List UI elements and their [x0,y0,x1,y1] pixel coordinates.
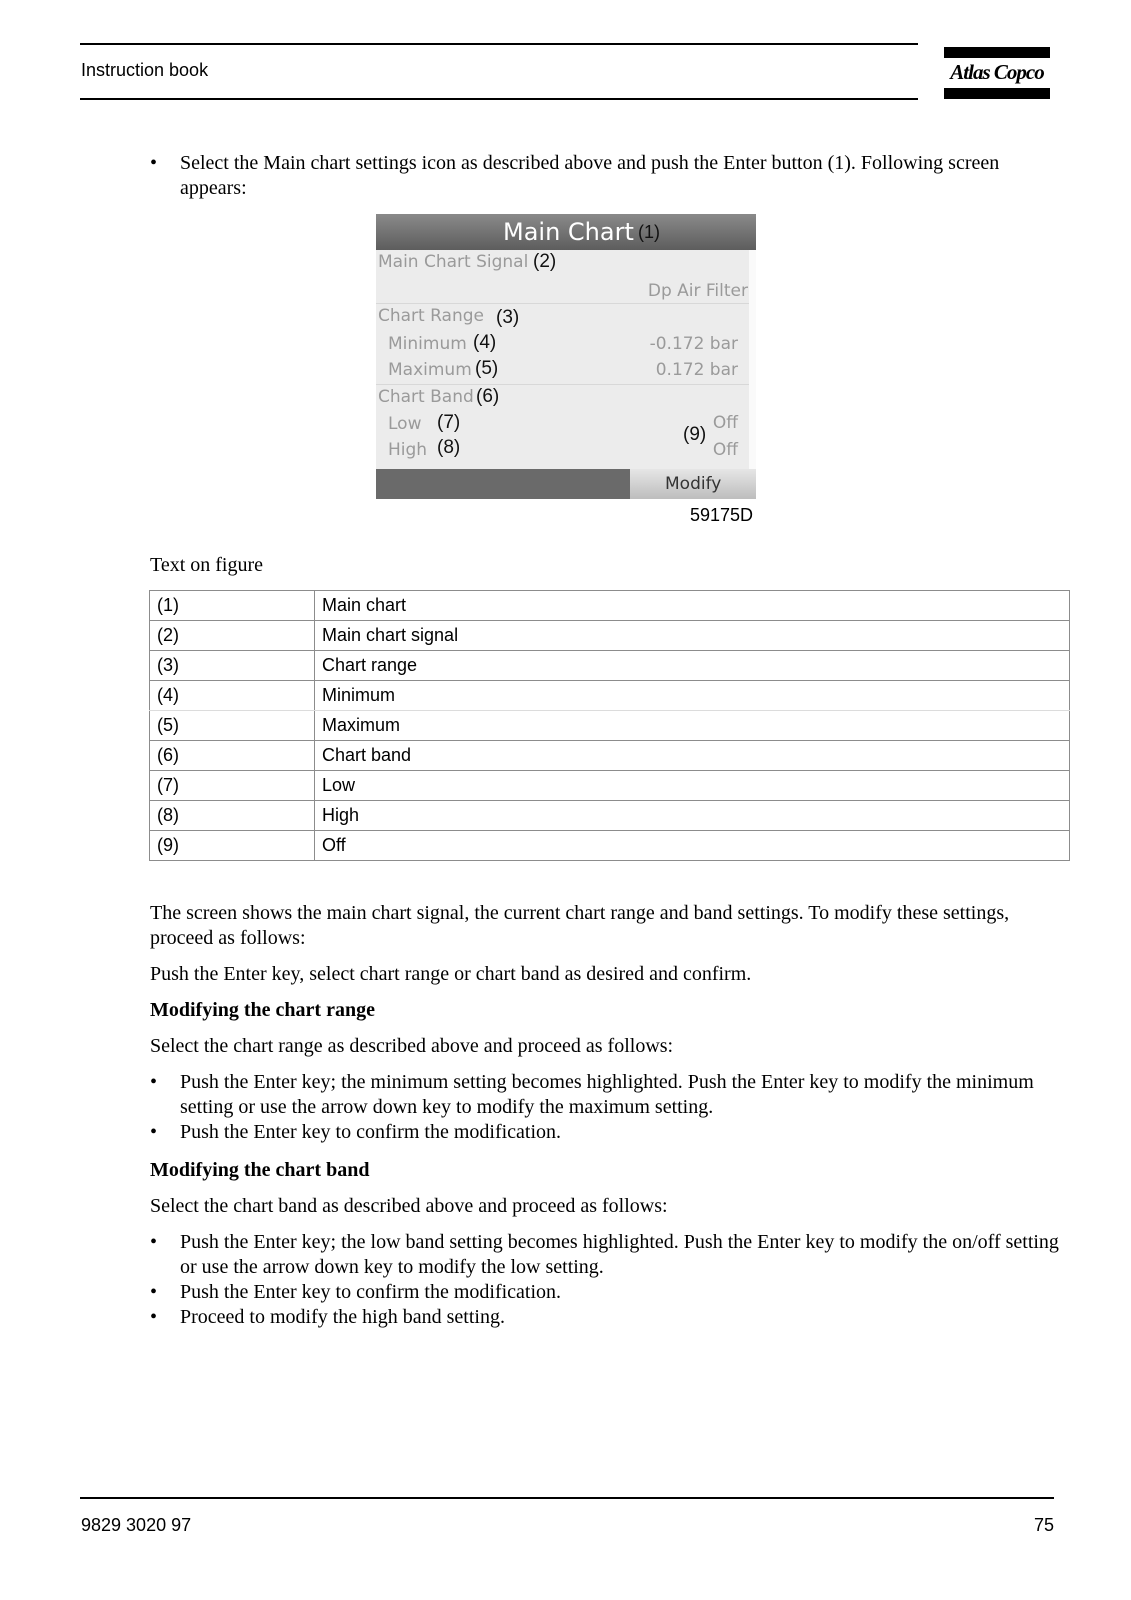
screen-separator [376,303,749,304]
range-label: Chart Range [378,306,485,326]
bullet-dot: • [150,1306,158,1328]
minimum-callout: (4) [473,332,497,353]
brand-logo [944,47,1050,99]
minimum-label: Minimum [388,334,467,354]
modify-button-label: Modify [665,474,722,494]
band-bullet-text: Push the Enter key; the low band setting becomes highlighted. Push the Enter key to modify the on/off setting or use the arrow down key to modify the low setting. [180,1231,1059,1278]
main-chart-screen-figure [376,214,756,499]
high-callout: (8) [437,437,461,458]
table-row [150,741,1070,771]
legend-ref: (8) [150,801,315,831]
legend-ref: (5) [150,711,315,741]
figure-caption: Text on figure [150,554,264,576]
header-top-rule [80,43,918,45]
screen-scroll-track [749,250,756,470]
band-bullet-2 [150,1280,1060,1305]
legend-text: Chart band [315,741,1070,771]
table-row [150,651,1070,681]
low-label: Low [388,414,422,434]
legend-text: Main chart signal [315,621,1070,651]
legend-text: Main chart [315,591,1070,621]
high-label: High [388,440,428,460]
legend-ref: (7) [150,771,315,801]
band-bullet-text: Push the Enter key to confirm the modification. [180,1281,562,1303]
table-row [150,801,1070,831]
range-bullet-1 [150,1070,1060,1120]
intro-bullet [150,151,1060,201]
table-row [150,621,1070,651]
header-title: Instruction book [81,60,209,80]
footer-doc-number: 9829 3020 97 [81,1515,192,1535]
header-bottom-rule [80,98,918,100]
band-callout: (6) [476,386,500,407]
logo-wordmark: Atlas Copco [950,60,1044,84]
maximum-callout: (5) [475,358,499,379]
table-row [150,681,1070,711]
high-value: Off [712,440,738,460]
intro-bullet-text: Select the Main chart settings icon as described above and push the Enter button (1). Following screen appears: [180,152,1000,199]
bullet-dot: • [150,152,158,174]
screen-footer-bar [376,469,756,499]
footer-page-number: 75 [1033,1515,1054,1535]
figure-id: 59175D [690,505,754,525]
bullet-dot: • [150,1121,158,1143]
band-bullet-text: Proceed to modify the high band setting. [180,1306,505,1328]
legend-ref: (4) [150,681,315,711]
figure-legend-table [149,590,1070,861]
band-intro: Select the chart band as described above and proceed as follows: [150,1195,668,1217]
legend-text: Off [315,831,1070,861]
low-callout: (7) [437,412,461,433]
signal-label: Main Chart Signal [378,252,529,272]
range-bullet-2 [150,1120,1060,1145]
signal-callout: (2) [533,251,557,272]
footer-rule [80,1497,1054,1499]
band-bullet-1 [150,1230,1060,1280]
bullet-dot: • [150,1231,158,1253]
minimum-value: -0.172 bar [649,334,738,354]
screen-separator [376,384,749,385]
band-bullet-3 [150,1305,1060,1330]
screen-title-bar [376,214,756,250]
legend-text: Low [315,771,1070,801]
legend-ref: (6) [150,741,315,771]
range-bullet-text: Push the Enter key; the minimum setting becomes highlighted. Push the Enter key to modify the minimum setting or use the arrow down key to modify the maximum setting. [180,1071,1034,1118]
screen-title-callout: (1) [638,222,660,242]
table-row [150,831,1070,861]
legend-text: Minimum [315,681,1070,711]
low-value: Off [712,413,738,433]
modify-button[interactable] [630,469,756,499]
range-intro: Select the chart range as described above and proceed as follows: [150,1035,674,1057]
maximum-label: Maximum [388,360,472,380]
maximum-value: 0.172 bar [655,360,738,380]
bullet-dot: • [150,1281,158,1303]
range-bullet-text: Push the Enter key to confirm the modification. [180,1121,562,1143]
band-label: Chart Band [378,387,474,407]
legend-text: Chart range [315,651,1070,681]
legend-ref: (1) [150,591,315,621]
heading-chart-range: Modifying the chart range [150,999,375,1021]
table-row [150,711,1070,741]
legend-text: High [315,801,1070,831]
logo-bottom-bar [944,88,1050,99]
range-callout: (3) [496,307,520,328]
table-row [150,591,1070,621]
legend-text: Maximum [315,711,1070,741]
body-paragraph-1: The screen shows the main chart signal, the current chart range and band settings. To modify these settings, proceed as follows: [150,902,1010,949]
legend-ref: (9) [150,831,315,861]
body-paragraph-2: Push the Enter key, select chart range or chart band as desired and confirm. [150,963,752,985]
legend-ref: (3) [150,651,315,681]
off-callout: (9) [683,424,707,445]
table-row [150,771,1070,801]
heading-chart-band: Modifying the chart band [150,1159,370,1181]
screen-title: Main Chart [503,218,634,246]
logo-top-bar [944,47,1050,58]
bullet-dot: • [150,1071,158,1093]
signal-value: Dp Air Filter [647,281,748,301]
legend-ref: (2) [150,621,315,651]
